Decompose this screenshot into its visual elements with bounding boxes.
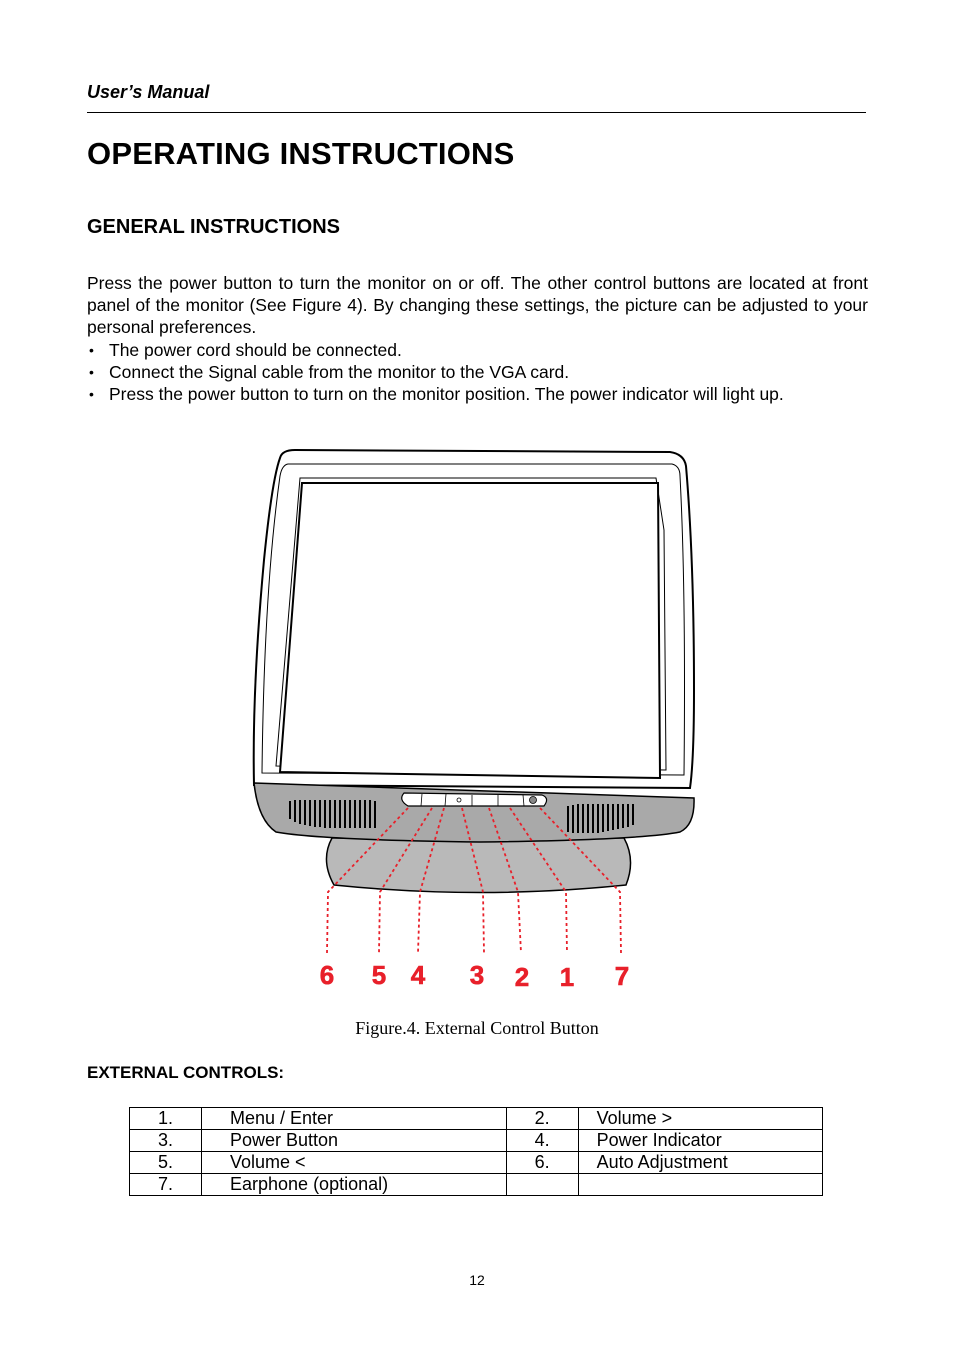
table-cell: 2. bbox=[506, 1108, 578, 1130]
table-row bbox=[130, 1130, 823, 1152]
table-cell: Auto Adjustment bbox=[578, 1152, 822, 1174]
callout-1: 1 bbox=[559, 962, 575, 992]
intro-paragraph: Press the power button to turn the monitor on or off. The other control buttons are located at front panel of the monitor (See Figure 4). By changing these settings, the picture can be adjusted to your personal preferences. bbox=[87, 273, 868, 337]
bullet-icon: • bbox=[89, 342, 94, 358]
callout-6: 6 bbox=[319, 960, 335, 990]
callout-4: 4 bbox=[410, 960, 426, 990]
table-row bbox=[130, 1152, 823, 1174]
callout-5: 5 bbox=[371, 960, 387, 990]
running-header: User’s Manual bbox=[87, 82, 210, 102]
table-cell: Power Indicator bbox=[578, 1130, 822, 1152]
controls-table bbox=[129, 1107, 823, 1196]
table-cell: 4. bbox=[506, 1130, 578, 1152]
table-cell: Menu / Enter bbox=[202, 1108, 507, 1130]
figure-caption: Figure.4. External Control Button bbox=[355, 1018, 599, 1038]
bullet-icon: • bbox=[89, 386, 94, 402]
monitor-stand bbox=[326, 838, 630, 893]
list-item-text: Connect the Signal cable from the monitor to the VGA card. bbox=[109, 362, 570, 382]
list-item bbox=[87, 383, 868, 405]
control-button-strip bbox=[402, 793, 547, 806]
table-cell: Earphone (optional) bbox=[202, 1174, 507, 1196]
table-row bbox=[130, 1108, 823, 1130]
section-title: GENERAL INSTRUCTIONS bbox=[87, 216, 340, 238]
list-item-text: The power cord should be connected. bbox=[109, 340, 402, 360]
table-row bbox=[130, 1174, 823, 1196]
table-cell: Volume < bbox=[202, 1152, 507, 1174]
callout-3: 3 bbox=[469, 960, 485, 990]
controls-title: EXTERNAL CONTROLS: bbox=[87, 1063, 285, 1082]
callout-7: 7 bbox=[614, 961, 630, 991]
list-item-text: Press the power button to turn on the monitor position. The power indicator will light up. bbox=[109, 384, 784, 404]
instruction-list bbox=[87, 339, 868, 405]
earphone-jack-icon bbox=[530, 797, 537, 804]
table-cell: 3. bbox=[130, 1130, 202, 1152]
table-cell: 6. bbox=[506, 1152, 578, 1174]
table-cell: Power Button bbox=[202, 1130, 507, 1152]
bullet-icon: • bbox=[89, 364, 94, 380]
list-item bbox=[87, 339, 868, 361]
table-cell bbox=[578, 1174, 822, 1196]
table-cell: 1. bbox=[130, 1108, 202, 1130]
header-divider bbox=[87, 112, 866, 113]
monitor-figure bbox=[240, 440, 720, 1010]
table-cell: Volume > bbox=[578, 1108, 822, 1130]
table-cell: 7. bbox=[130, 1174, 202, 1196]
monitor-screen bbox=[280, 483, 660, 778]
callout-2: 2 bbox=[514, 962, 530, 992]
page-title: OPERATING INSTRUCTIONS bbox=[87, 136, 515, 171]
list-item bbox=[87, 361, 868, 383]
table-cell bbox=[506, 1174, 578, 1196]
page-number: 12 bbox=[469, 1272, 485, 1288]
table-cell: 5. bbox=[130, 1152, 202, 1174]
